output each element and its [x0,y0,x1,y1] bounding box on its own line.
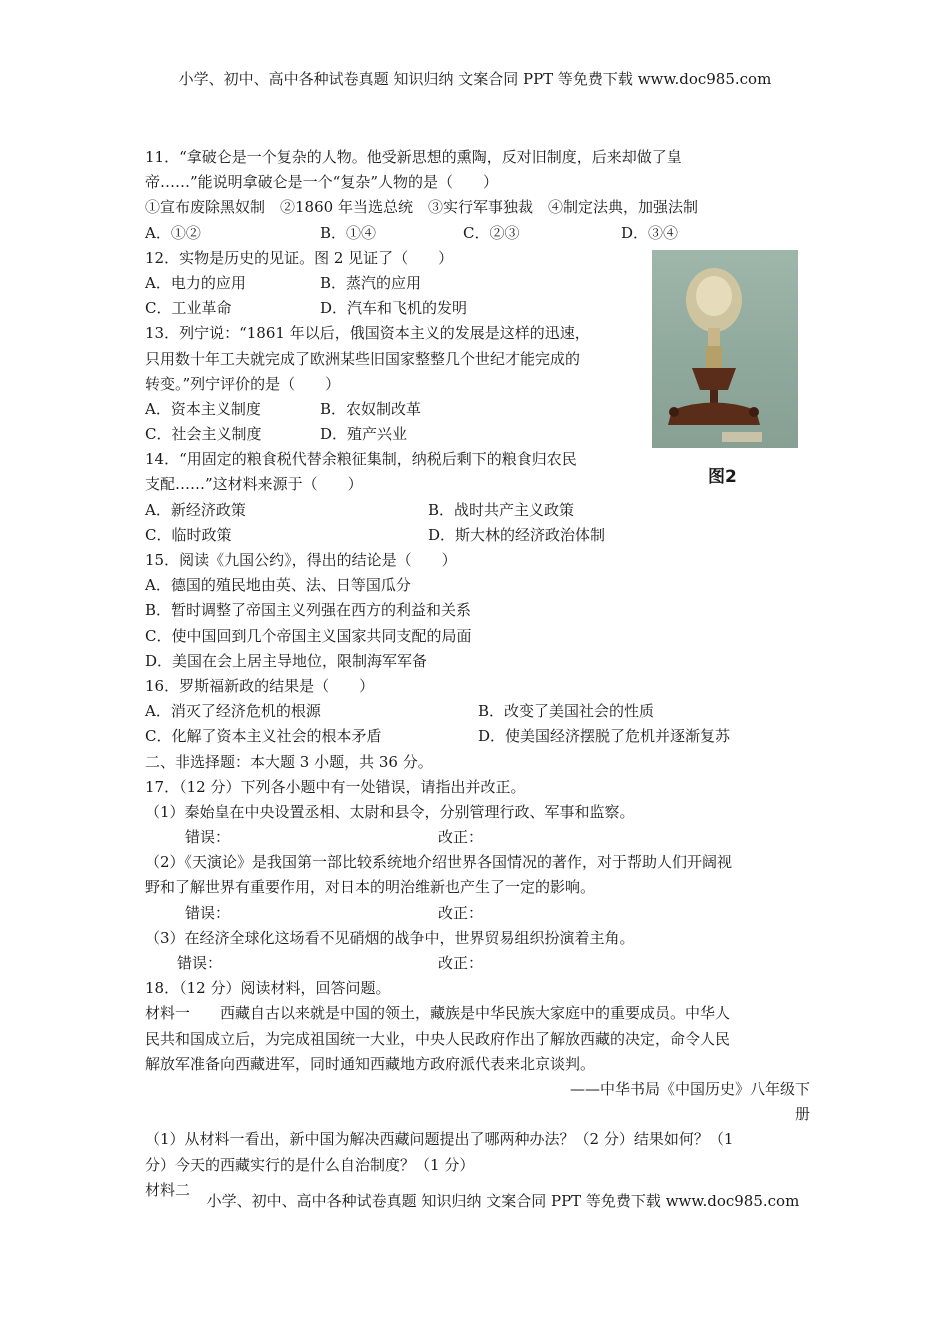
q16-option-a: A．消灭了经济危机的根源 [145,702,321,721]
q11-statements: ①宣布废除黑奴制 ②1860 年当选总统 ③实行军事独裁 ④制定法典，加强法制 [145,198,698,217]
q14-options-row1 [145,498,810,523]
q18-material1-line2: 民共和国成立后，为完成祖国统一大业，中央人民政府作出了解放西藏的决定，命令人民 [145,1029,731,1048]
q17-sub2-line1: （2）《天演论》是我国第一部比较系统地介绍世界各国情况的著作，对于帮助人们开阔视 [145,853,733,872]
q12-stem: 12．实物是历史的见证。图 2 见证了（ ） [145,248,454,267]
q16-options-row1 [145,699,810,724]
q11-options [145,221,810,246]
q11-option-d: D．③④ [621,223,679,242]
figure-label: 图2 [708,467,737,487]
q18-source-line1: ——中华书局《中国历史》八年级下 [569,1079,810,1098]
q18-question-line1: （1）从材料一看出，新中国为解决西藏问题提出了哪两种办法？（2 分）结果如何？（1 [145,1130,734,1149]
q16-stem: 16．罗斯福新政的结果是（ ） [145,676,375,695]
q13-line2: 只用数十年工夫就完成了欧洲某些旧国家整整几个世纪才能完成的 [145,349,581,368]
q13-options-row1 [145,397,810,422]
q12-option-c: C．工业革命 [145,299,232,318]
q13-option-a: A．资本主义制度 [145,399,261,418]
q14-option-a: A．新经济政策 [145,500,246,519]
q15-option-c: C．使中国回到几个帝国主义国家共同支配的局面 [145,626,472,645]
q17-sub1: （1）秦始皇在中央设置丞相、太尉和县令，分别管理行政、军事和监察。 [145,802,635,821]
q11-option-a: A．①② [145,223,201,242]
q12-option-b: B．蒸汽的应用 [320,273,422,292]
q17-answer-row1 [145,825,810,850]
q14-option-d: D．斯大林的经济政治体制 [428,525,606,544]
q12-option-a: A．电力的应用 [145,273,246,292]
q17-answer-row3 [145,951,810,976]
q11-option-c: C．②③ [463,223,520,242]
q15-option-d: D．美国在会上居主导地位，限制海军军备 [145,651,428,670]
q18-stem: 18．（12 分）阅读材料，回答问题。 [145,979,391,998]
section-2-heading: 二、非选择题：本大题 3 小题，共 36 分。 [145,752,433,771]
q16-option-c: C．化解了资本主义社会的根本矛盾 [145,727,382,746]
q11-option-b: B．①④ [320,223,377,242]
q16-option-d: D．使美国经济摆脱了危机并逐渐复苏 [478,727,731,746]
error-label: 错误： [185,903,231,922]
correction-label: 改正： [438,954,484,972]
q14-line1: 14．“用固定的粮食税代替余粮征集制，纳税后剩下的粮食归农民 [145,450,577,469]
q16-options-row2 [145,724,810,749]
q18-material2: 材料二 [145,1180,191,1199]
q12-option-d: D．汽车和飞机的发明 [320,299,468,318]
q13-option-b: B．农奴制改革 [320,399,422,418]
q18-question-line2: 分）今天的西藏实行的是什么自治制度？（1 分） [145,1155,475,1174]
q14-option-b: B．战时共产主义政策 [428,500,575,519]
error-label: 错误： [177,954,223,972]
q15-option-a: A．德国的殖民地由英、法、日等国瓜分 [145,576,411,595]
q11-line1: 11．“拿破仑是一个复杂的人物。他受新思想的熏陶，反对旧制度，后来却做了皇 [145,148,682,166]
q18-material1-line3: 解放军准备向西藏进军，同时通知西藏地方政府派代表来北京谈判。 [145,1054,596,1073]
q14-options-row2 [145,523,810,548]
q12-options-row1 [145,271,810,296]
q13-options-row2 [145,422,810,447]
q13-line1: 13．列宁说：“1861 年以后，俄国资本主义的发展是这样的迅速， [145,324,590,343]
q16-option-b: B．改变了美国社会的性质 [478,702,655,721]
q17-sub2-line2: 野和了解世界有重要作用，对日本的明治维新也产生了一定的影响。 [145,878,596,897]
q15-stem: 15．阅读《九国公约》，得出的结论是（ ） [145,551,457,569]
q15-option-b: B．暂时调整了帝国主义列强在西方的利益和关系 [145,601,472,620]
q17-answer-row2 [145,901,810,926]
error-label: 错误： [185,828,231,847]
q17-stem: 17．（12 分）下列各小题中有一处错误，请指出并改正。 [145,777,526,796]
q14-option-c: C．临时政策 [145,525,232,544]
page-footer: 小学、初中、高中各种试卷真题 知识归纳 文案合同 PPT 等免费下载 www.doc985.com [206,1192,800,1210]
page-header: 小学、初中、高中各种试卷真题 知识归纳 文案合同 PPT 等免费下载 www.doc985.com [178,70,772,88]
q13-option-c: C．社会主义制度 [145,425,262,444]
q17-sub3: （3）在经济全球化这场看不见硝烟的战争中，世界贸易组织扮演着主角。 [145,928,635,947]
exam-content [145,145,810,1203]
q18-material1-line1: 材料一 西藏自古以来就是中国的领土，藏族是中华民族大家庭中的重要成员。中华人 [145,1004,731,1023]
correction-label: 改正： [438,828,484,847]
q13-line3: 转变。”列宁评价的是（ ） [145,374,341,393]
q12-options-row2 [145,296,810,321]
q13-option-d: D．殖产兴业 [320,425,408,444]
correction-label: 改正： [438,903,484,922]
q18-source-line2: 册 [794,1105,810,1124]
q11-line2: 帝……”能说明拿破仑是一个“复杂”人物的是（ ） [145,173,499,192]
q14-line2: 支配……”这材料来源于（ ） [145,475,363,494]
